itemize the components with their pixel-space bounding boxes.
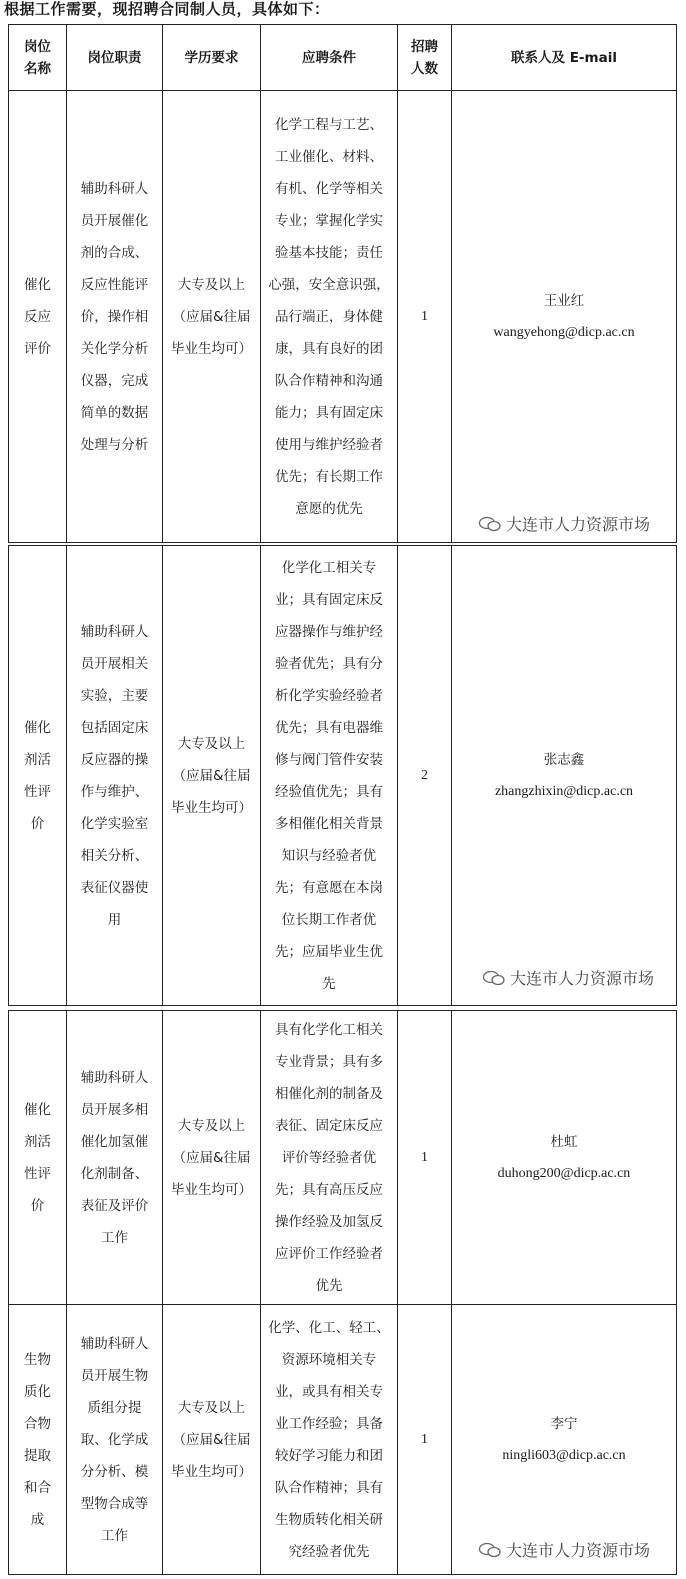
contact-cell [452, 1011, 677, 1305]
contact-email[interactable]: duhong200@dicp.ac.cn [497, 1165, 631, 1181]
requirements-cell: 化学工程与工艺、 工业催化、材料、 有机、化学等相关 专业；掌握化学实 验基本技能；责任 心强，安全意识强， 品行端正，身体健 康，具有良好的团 队合作精神和沟通 能力；具有固定床 使用与维护经验者 优先；有长期工作 意愿的优先 [261, 91, 398, 543]
contact-name: 杜虹 [550, 1133, 578, 1150]
requirements-cell: 具有化学化工相关 专业背景；具有多 相催化剂的制备及 表征、固定床反应 评价等经验者优 先；具有高压反应 操作经验及加氢反 应评价工作经验者 优先 [261, 1011, 398, 1305]
watermark: 大连市人力资源市场 [482, 966, 654, 989]
contact-name: 李宁 [550, 1415, 578, 1432]
header-position-name: 岗位 名称 [9, 25, 67, 91]
duty-cell: 辅助科研人 员开展多相 催化加氢催 化剂制备、 表征及评价 工作 [67, 1011, 163, 1305]
wechat-icon [478, 1542, 502, 1558]
intro-text: 根据工作需要，现招聘合同制人员，具体如下： [4, 0, 330, 18]
duty-cell: 辅助科研人 员开展相关 实验，主要 包括固定床 反应器的操 作与维护、 化学实验室 相关分析、 表征仪器使 用 [67, 546, 163, 1006]
position-name-cell: 催化 反应 评价 [9, 91, 67, 543]
watermark: 大连市人力资源市场 [478, 512, 650, 535]
contact-name: 王业红 [543, 292, 585, 309]
wechat-icon [478, 516, 502, 532]
watermark: 大连市人力资源市场 [478, 1538, 650, 1561]
duty-cell: 辅助科研人 员开展生物 质组分提 取、化学成 分分析、模 型物合成等 工作 [67, 1305, 163, 1575]
job-table-part-1 [8, 24, 677, 543]
header-requirements: 应聘条件 [261, 25, 398, 91]
position-name-cell: 生物 质化 合物 提取 和合 成 [9, 1305, 67, 1575]
education-cell: 大专及以上 （应届&往届 毕业生均可） [163, 546, 261, 1006]
duty-cell: 辅助科研人 员开展催化 剂的合成、 反应性能评 价，操作相 关化学分析 仪器，完成 简单的数据 处理与分析 [67, 91, 163, 543]
wechat-icon [482, 970, 506, 986]
count-cell: 1 [398, 91, 452, 543]
education-cell: 大专及以上 （应届&往届 毕业生均可） [163, 91, 261, 543]
table-row [9, 1011, 677, 1305]
education-cell: 大专及以上 （应届&往届 毕业生均可） [163, 1011, 261, 1305]
requirements-cell: 化学、化工、轻工、 资源环境相关专 业，或具有相关专 业工作经验；具备 较好学习能力和团 队合作精神；具有 生物质转化相关研 究经验者优先 [261, 1305, 398, 1575]
position-name-cell: 催化 剂活 性评 价 [9, 1011, 67, 1305]
header-row [9, 25, 677, 91]
header-contact: 联系人及 E-mail [452, 25, 677, 91]
count-cell: 2 [398, 546, 452, 1006]
header-duty: 岗位职责 [67, 25, 163, 91]
contact-email[interactable]: zhangzhixin@dicp.ac.cn [494, 783, 634, 799]
job-table-part-3 [8, 1010, 677, 1575]
education-cell: 大专及以上 （应届&往届 毕业生均可） [163, 1305, 261, 1575]
contact-name: 张志鑫 [543, 751, 585, 768]
requirements-cell: 化学化工相关专 业；具有固定床反 应器操作与维护经 验者优先；具有分 析化学实验经验者 优先；具有电器维 修与阀门管件安装 经验值优先；具有 多相催化相关背景 知识与经验者优 先；有意愿在本岗 位长期工作者优 先；应届毕业生优 先 [261, 546, 398, 1006]
job-table-part-2 [8, 545, 677, 1006]
position-name-cell: 催化 剂活 性评 价 [9, 546, 67, 1006]
count-cell: 1 [398, 1011, 452, 1305]
contact-email[interactable]: wangyehong@dicp.ac.cn [493, 324, 635, 340]
header-count: 招聘 人数 [398, 25, 452, 91]
contact-email[interactable]: ningli603@dicp.ac.cn [502, 1447, 626, 1463]
header-education: 学历要求 [163, 25, 261, 91]
count-cell: 1 [398, 1305, 452, 1575]
table-row [9, 91, 677, 543]
contact-cell [452, 91, 677, 543]
contact-cell [452, 1305, 677, 1575]
table-row [9, 546, 677, 1006]
table-row [9, 1305, 677, 1575]
contact-cell [452, 546, 677, 1006]
